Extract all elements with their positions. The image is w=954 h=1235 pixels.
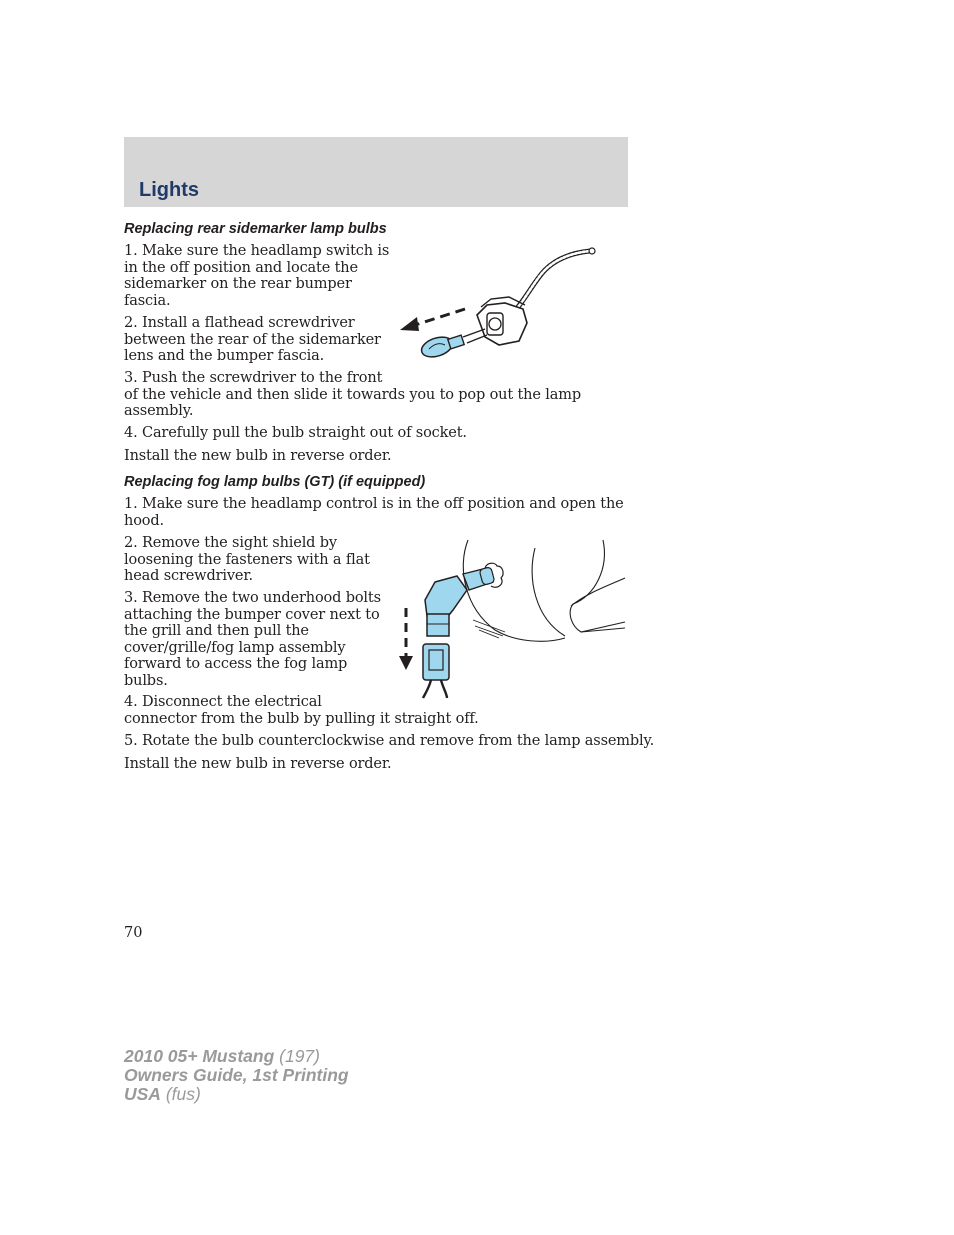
step-3: [124, 370, 581, 420]
step-line: sidemarker on the rear bumper: [124, 276, 352, 293]
sidemarker-bulb-illustration: [395, 245, 605, 365]
step-5: 5. Rotate the bulb counterclockwise and remove from the lamp assembly.: [124, 733, 655, 749]
step-line: the grill and then pull the: [124, 623, 309, 640]
section-heading: Replacing fog lamp bulbs (GT) (if equipped): [124, 474, 426, 490]
footer-line-2: [124, 1066, 349, 1085]
footer-line-1: [124, 1047, 349, 1066]
step-line: assembly.: [124, 403, 194, 420]
step-line: 2. Install a flathead screwdriver: [124, 315, 355, 331]
step-line: of the vehicle and then slide it towards you to pop out the lamp: [124, 386, 581, 403]
step-line: loosening the fasteners with a flat: [124, 551, 370, 568]
step-line: 1. Make sure the headlamp control is in the off position and open the: [124, 496, 624, 512]
step-1: [124, 243, 389, 309]
step-line: fascia.: [124, 292, 171, 309]
step-line: 1. Make sure the headlamp switch is: [124, 243, 390, 259]
footer-guide: Owners Guide, 1st Printing: [124, 1065, 349, 1085]
step-line: bulbs.: [124, 672, 168, 689]
step-2: [124, 535, 370, 585]
footer: [124, 1047, 349, 1104]
header-band: [124, 137, 628, 207]
footer-code: (197): [274, 1046, 320, 1066]
step-line: 3. Push the screwdriver to the front: [124, 370, 383, 386]
step-line: 2. Remove the sight shield by: [124, 535, 337, 551]
step-line: cover/grille/fog lamp assembly: [124, 639, 346, 656]
step-line: connector from the bulb by pulling it straight off.: [124, 710, 479, 727]
step-4: 4. Carefully pull the bulb straight out of socket.: [124, 425, 467, 441]
page-title: Lights: [139, 179, 199, 201]
footer-region-code: (fus): [160, 1084, 201, 1104]
footer-region: USA: [124, 1084, 161, 1104]
footer-line-3: [124, 1085, 349, 1104]
step-line: lens and the bumper fascia.: [124, 348, 325, 365]
section-heading: Replacing rear sidemarker lamp bulbs: [124, 221, 387, 237]
step-line: 4. Disconnect the electrical: [124, 694, 322, 710]
install-note: Install the new bulb in reverse order.: [124, 756, 392, 772]
step-line: in the off position and locate the: [124, 259, 358, 276]
fog-lamp-illustration: [395, 538, 627, 700]
step-line: attaching the bumper cover next to: [124, 606, 380, 623]
step-2: [124, 315, 381, 365]
step-1: [124, 496, 624, 529]
step-line: 3. Remove the two underhood bolts: [124, 590, 381, 606]
install-note: Install the new bulb in reverse order.: [124, 448, 392, 464]
step-line: between the rear of the sidemarker: [124, 331, 381, 348]
step-line: head screwdriver.: [124, 568, 253, 585]
step-line: forward to access the fog lamp: [124, 656, 348, 673]
page-number: 70: [124, 925, 143, 941]
section-rear-sidemarker: [124, 220, 628, 238]
step-3: [124, 590, 381, 690]
footer-model: 2010 05+ Mustang: [124, 1046, 275, 1066]
step-line: hood.: [124, 512, 164, 529]
